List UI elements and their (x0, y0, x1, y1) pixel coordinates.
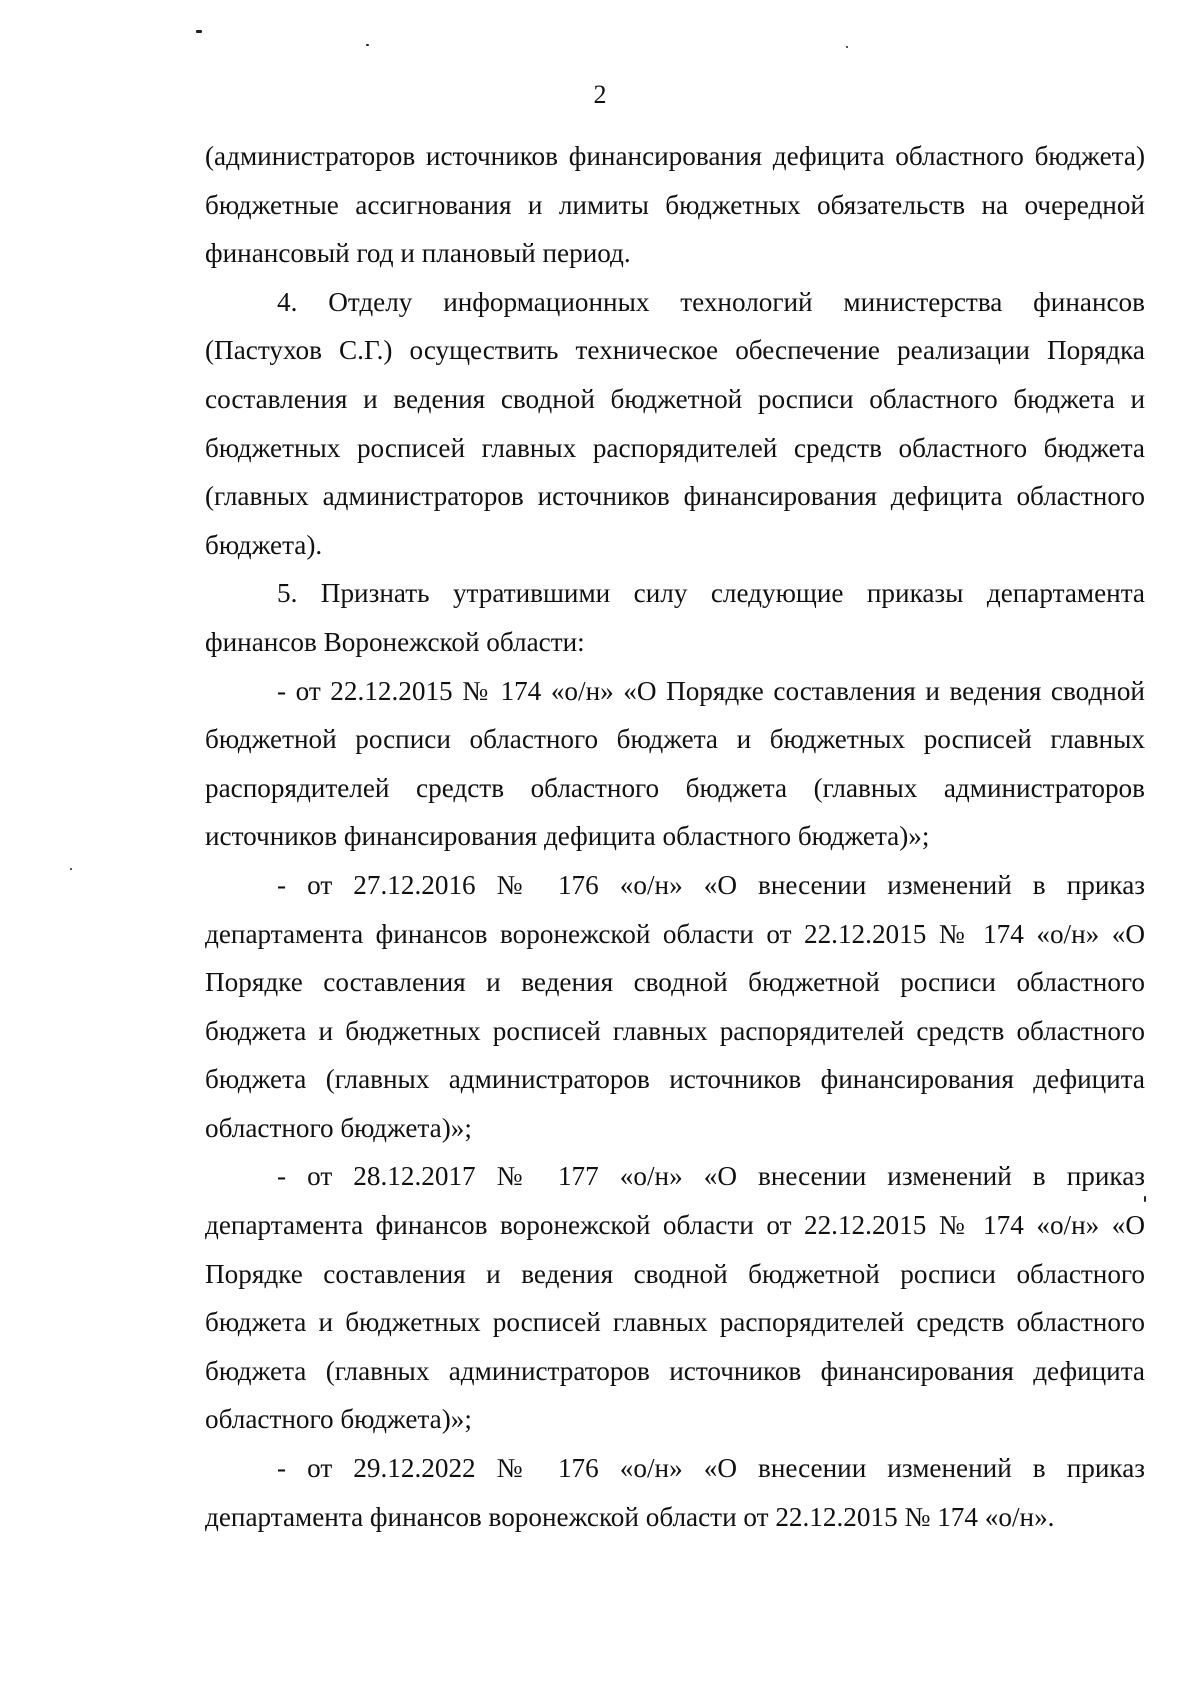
scan-speck (196, 30, 202, 33)
paragraph-continuation: (администраторов источников финансирования дефицита областного бюджета) бюджетные ассигнования и лимиты бюджетных обязательств на очередной финансовый год и плановый период. (205, 141, 1145, 269)
list-item-order-2017: - от 28.12.2017 № 177 «о/н» «О внесении изменений в приказ департамента финансов воронежской области от 22.12.2015 № 174 «о/н» «О Порядке составления и ведения сводной бюджетной росписи областного бюджета и бюджетных росписей главных распорядителей средств областного бюджета (главных администраторов источников финансирования дефицита областного бюджета)»; (205, 1161, 1145, 1435)
list-item-order-2015: - от 22.12.2015 № 174 «о/н» «О Порядке составления и ведения сводной бюджетной росписи областного бюджета и бюджетных росписей главных распорядителей средств областного бюджета (главных администраторов источников финансирования дефицита областного бюджета)»; (205, 675, 1145, 852)
scan-speck (366, 44, 369, 46)
document-body (205, 132, 1145, 1541)
list-item-order-2016: - от 27.12.2016 № 176 «о/н» «О внесении изменений в приказ департамента финансов воронежской области от 22.12.2015 № 174 «о/н» «О Порядке составления и ведения сводной бюджетной росписи областного бюджета и бюджетных росписей главных распорядителей средств областного бюджета (главных администраторов источников финансирования дефицита областного бюджета)»; (205, 869, 1145, 1143)
scan-speck (70, 868, 72, 870)
list-item-order-2022: - от 29.12.2022 № 176 «о/н» «О внесении изменений в приказ департамента финансов воронежской области от 22.12.2015 № 174 «о/н». (205, 1453, 1145, 1532)
paragraph-item-4: 4. Отделу информационных технологий министерства финансов (Пастухов С.Г.) осуществить техническое обеспечение реализации Порядка составления и ведения сводной бюджетной росписи областного бюджета и бюджетных росписей главных распорядителей средств областного бюджета (главных администраторов источников финансирования дефицита областного бюджета). (205, 286, 1145, 560)
page-number: 2 (593, 80, 607, 109)
paragraph-item-5: 5. Признать утратившими силу следующие приказы департамента финансов Воронежской области: (205, 578, 1145, 657)
scan-speck (846, 46, 848, 48)
